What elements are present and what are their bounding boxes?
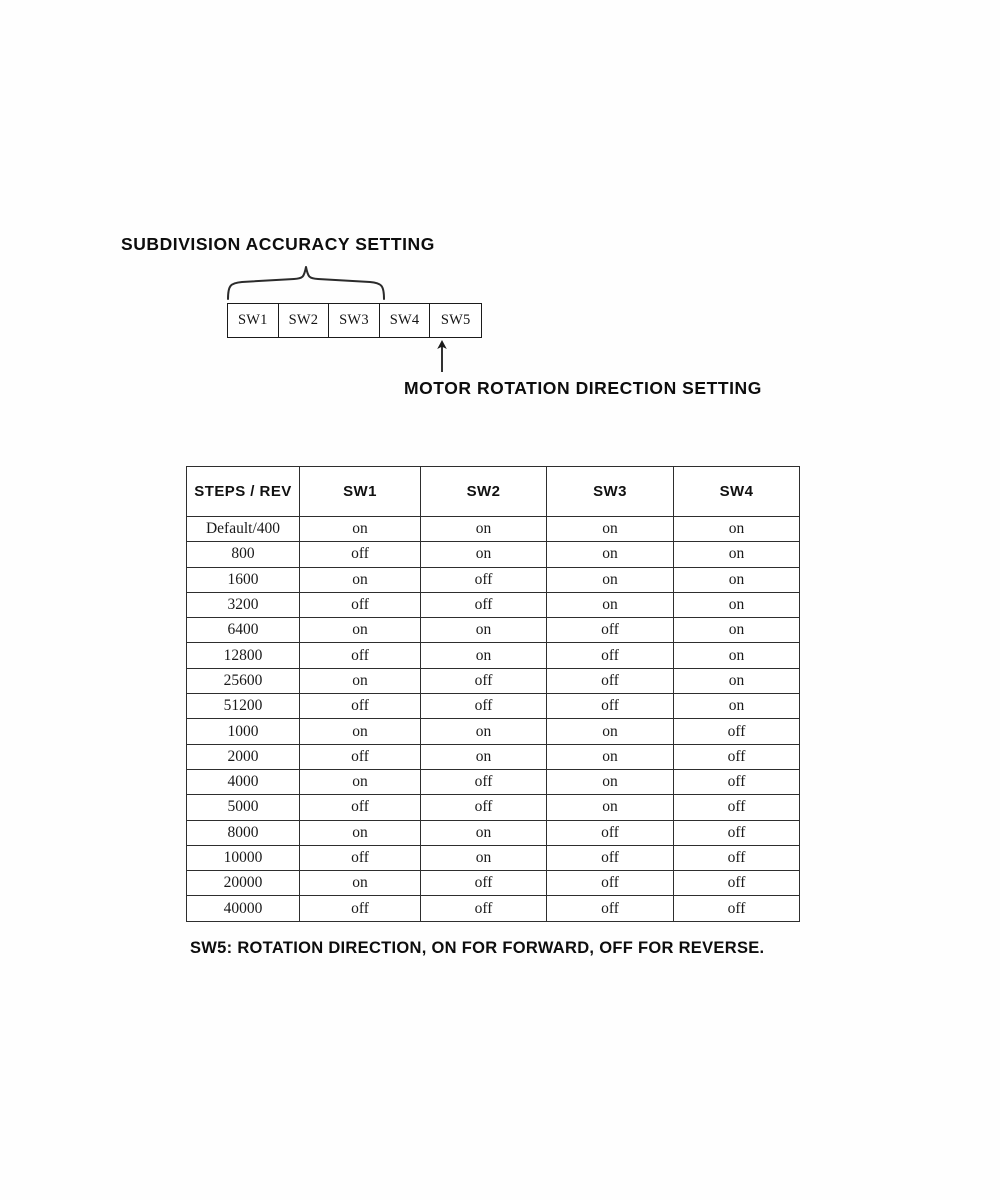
cell-sw3: on xyxy=(547,744,674,769)
cell-sw4: on xyxy=(674,618,800,643)
cell-sw2: on xyxy=(421,820,547,845)
switch-label: SW4 xyxy=(389,312,420,328)
cell-sw2: on xyxy=(421,618,547,643)
sw5-rotation-direction-note: SW5: ROTATION DIRECTION, ON FOR FORWARD, OFF FOR REVERSE. xyxy=(190,939,765,957)
cell-sw3: on xyxy=(547,719,674,744)
cell-sw3: off xyxy=(547,643,674,668)
cell-sw2: off xyxy=(421,896,547,921)
cell-sw4: on xyxy=(674,643,800,668)
cell-sw4: off xyxy=(674,769,800,794)
switch-cell-sw2[interactable] xyxy=(279,304,330,337)
table-row xyxy=(187,643,800,668)
cell-sw3: on xyxy=(547,795,674,820)
cell-sw1: off xyxy=(300,694,421,719)
switch-cell-sw1[interactable] xyxy=(228,304,279,337)
cell-sw1: on xyxy=(300,871,421,896)
table-row xyxy=(187,896,800,921)
cell-steps: 3200 xyxy=(187,592,300,617)
cell-steps: 8000 xyxy=(187,820,300,845)
cell-sw4: on xyxy=(674,694,800,719)
cell-sw3: on xyxy=(547,517,674,542)
cell-sw1: off xyxy=(300,896,421,921)
cell-sw1: on xyxy=(300,618,421,643)
switch-cell-sw3[interactable] xyxy=(329,304,380,337)
cell-sw1: on xyxy=(300,668,421,693)
table-row xyxy=(187,719,800,744)
cell-sw4: off xyxy=(674,845,800,870)
cell-sw4: off xyxy=(674,795,800,820)
cell-steps: 5000 xyxy=(187,795,300,820)
cell-steps: 6400 xyxy=(187,618,300,643)
cell-sw1: off xyxy=(300,542,421,567)
dip-switch-diagram xyxy=(0,0,1000,440)
cell-sw3: off xyxy=(547,820,674,845)
cell-sw2: on xyxy=(421,542,547,567)
cell-sw3: on xyxy=(547,542,674,567)
switch-label: SW2 xyxy=(288,312,319,328)
cell-sw2: off xyxy=(421,567,547,592)
table-row xyxy=(187,618,800,643)
cell-sw3: on xyxy=(547,769,674,794)
column-header-sw2: SW2 xyxy=(421,467,547,517)
switch-label: SW1 xyxy=(237,312,268,328)
table-row xyxy=(187,592,800,617)
cell-sw4: off xyxy=(674,820,800,845)
cell-sw4: off xyxy=(674,871,800,896)
table-row xyxy=(187,567,800,592)
switch-label: SW3 xyxy=(339,312,369,328)
column-header-sw1: SW1 xyxy=(300,467,421,517)
steps-per-rev-settings-table xyxy=(186,466,800,922)
cell-steps: 40000 xyxy=(187,896,300,921)
cell-sw3: off xyxy=(547,694,674,719)
table-row xyxy=(187,517,800,542)
cell-sw1: on xyxy=(300,517,421,542)
cell-sw1: off xyxy=(300,845,421,870)
cell-sw3: off xyxy=(547,896,674,921)
cell-sw1: off xyxy=(300,744,421,769)
table-row xyxy=(187,820,800,845)
cell-sw2: on xyxy=(421,744,547,769)
cell-steps: 4000 xyxy=(187,769,300,794)
cell-steps: 1000 xyxy=(187,719,300,744)
table-row xyxy=(187,694,800,719)
cell-sw3: on xyxy=(547,592,674,617)
cell-sw4: on xyxy=(674,567,800,592)
cell-sw1: off xyxy=(300,643,421,668)
cell-sw2: on xyxy=(421,719,547,744)
cell-sw1: on xyxy=(300,769,421,794)
cell-sw1: on xyxy=(300,567,421,592)
cell-sw4: off xyxy=(674,896,800,921)
cell-steps: 1600 xyxy=(187,567,300,592)
cell-steps: 12800 xyxy=(187,643,300,668)
column-header-sw4: SW4 xyxy=(674,467,800,517)
cell-sw4: on xyxy=(674,517,800,542)
cell-sw1: on xyxy=(300,719,421,744)
table-row xyxy=(187,769,800,794)
cell-sw2: off xyxy=(421,795,547,820)
table-header-row xyxy=(187,467,800,517)
cell-sw2: off xyxy=(421,871,547,896)
cell-sw1: off xyxy=(300,795,421,820)
table-header xyxy=(187,467,800,517)
cell-sw2: off xyxy=(421,668,547,693)
cell-sw1: off xyxy=(300,592,421,617)
cell-sw2: off xyxy=(421,592,547,617)
cell-steps: Default/400 xyxy=(187,517,300,542)
cell-sw4: on xyxy=(674,668,800,693)
cell-sw4: on xyxy=(674,592,800,617)
cell-sw4: off xyxy=(674,719,800,744)
cell-sw3: off xyxy=(547,618,674,643)
cell-sw3: on xyxy=(547,567,674,592)
table-row xyxy=(187,845,800,870)
cell-sw4: on xyxy=(674,542,800,567)
column-header-steps-rev: STEPS / REV xyxy=(187,467,300,517)
up-arrow-icon xyxy=(432,339,452,373)
table-row xyxy=(187,542,800,567)
subdivision-accuracy-setting-label: SUBDIVISION ACCURACY SETTING xyxy=(121,234,435,254)
cell-sw3: off xyxy=(547,871,674,896)
cell-sw2: on xyxy=(421,643,547,668)
table-body xyxy=(187,517,800,922)
cell-sw3: off xyxy=(547,845,674,870)
cell-steps: 800 xyxy=(187,542,300,567)
cell-sw2: on xyxy=(421,845,547,870)
curly-brace-icon xyxy=(226,266,386,300)
table-row xyxy=(187,668,800,693)
cell-sw3: off xyxy=(547,668,674,693)
column-header-sw3: SW3 xyxy=(547,467,674,517)
cell-sw2: off xyxy=(421,694,547,719)
cell-steps: 2000 xyxy=(187,744,300,769)
motor-rotation-direction-setting-label: MOTOR ROTATION DIRECTION SETTING xyxy=(404,378,762,398)
cell-sw1: on xyxy=(300,820,421,845)
cell-sw4: off xyxy=(674,744,800,769)
switch-cell-sw4[interactable] xyxy=(380,304,431,337)
table-row xyxy=(187,795,800,820)
table-row xyxy=(187,744,800,769)
cell-sw2: off xyxy=(421,769,547,794)
cell-sw2: on xyxy=(421,517,547,542)
cell-steps: 51200 xyxy=(187,694,300,719)
switch-cell-sw5[interactable] xyxy=(430,304,481,337)
switch-label: SW5 xyxy=(440,312,471,328)
table-row xyxy=(187,871,800,896)
dip-switch-strip xyxy=(227,303,482,338)
cell-steps: 10000 xyxy=(187,845,300,870)
cell-steps: 25600 xyxy=(187,668,300,693)
cell-steps: 20000 xyxy=(187,871,300,896)
